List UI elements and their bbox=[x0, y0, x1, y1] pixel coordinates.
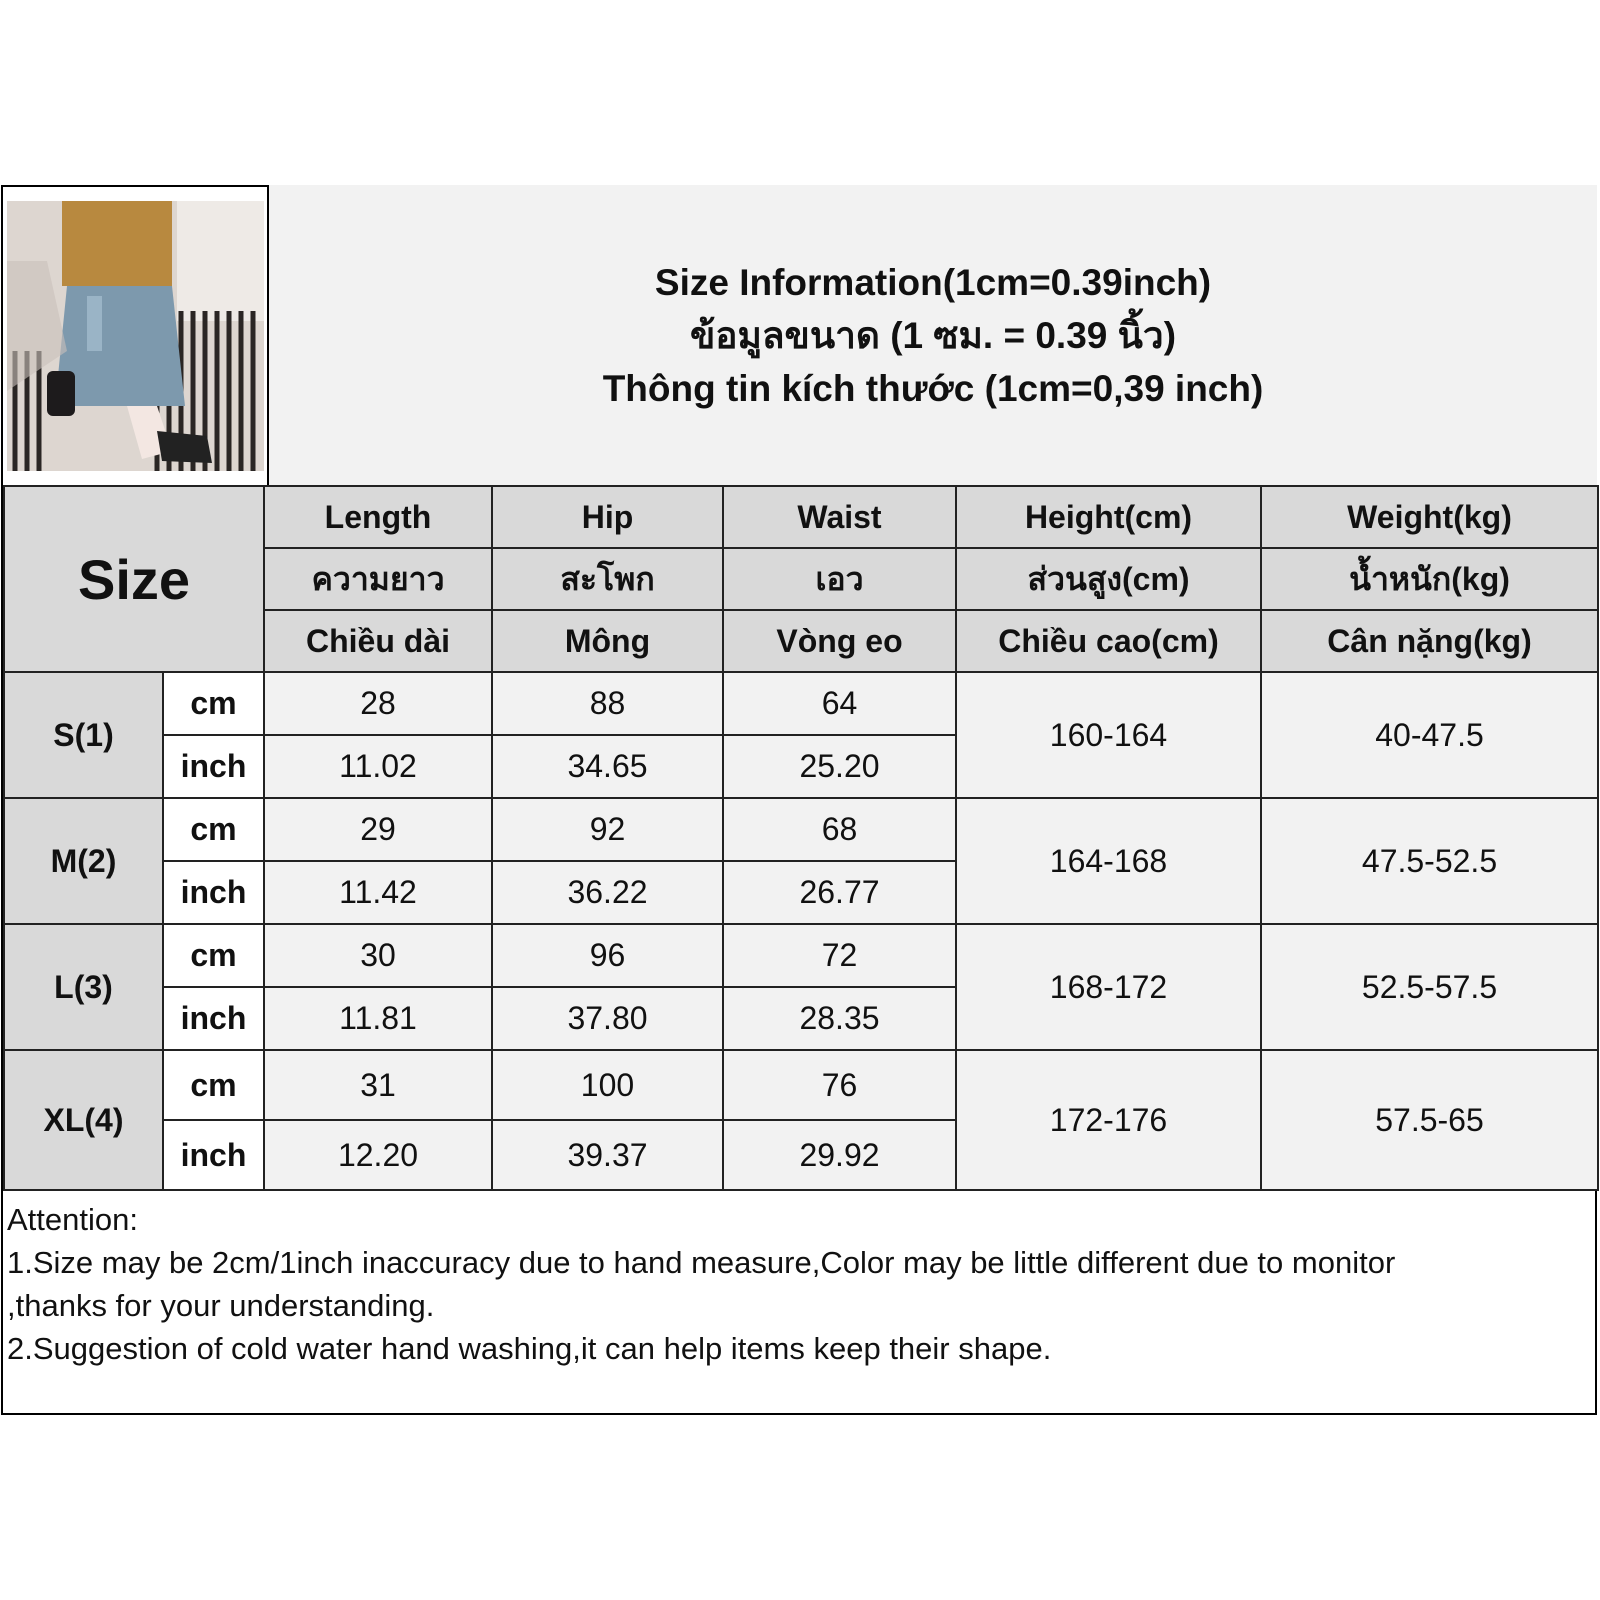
table-row bbox=[4, 924, 1598, 987]
weight-range: 47.5-52.5 bbox=[1261, 798, 1598, 924]
attention-notes bbox=[7, 1198, 1587, 1370]
hip-inch: 34.65 bbox=[492, 735, 723, 798]
waist-cm: 68 bbox=[723, 798, 956, 861]
length-inch: 11.02 bbox=[264, 735, 492, 798]
header-weight-en: Weight(kg) bbox=[1261, 486, 1598, 548]
unit-label: cm bbox=[163, 672, 264, 735]
height-range: 160-164 bbox=[956, 672, 1261, 798]
header-row-english bbox=[4, 486, 1598, 548]
product-photo bbox=[7, 201, 264, 471]
header-length-en: Length bbox=[264, 486, 492, 548]
waist-inch: 26.77 bbox=[723, 861, 956, 924]
size-label: XL(4) bbox=[4, 1050, 163, 1190]
length-inch: 11.81 bbox=[264, 987, 492, 1050]
size-table bbox=[3, 485, 1599, 1191]
attention-note-1-cont: ,thanks for your understanding. bbox=[7, 1288, 435, 1323]
waist-cm: 76 bbox=[723, 1050, 956, 1120]
height-range: 172-176 bbox=[956, 1050, 1261, 1190]
length-cm: 29 bbox=[264, 798, 492, 861]
hip-cm: 92 bbox=[492, 798, 723, 861]
attention-note-1: 1.Size may be 2cm/1inch inaccuracy due to hand measure,Color may be little different due to monitor bbox=[7, 1245, 1396, 1280]
waist-inch: 29.92 bbox=[723, 1120, 956, 1190]
waist-inch: 25.20 bbox=[723, 735, 956, 798]
header-waist-vi: Vòng eo bbox=[723, 610, 956, 672]
header-weight-vi: Cân nặng(kg) bbox=[1261, 610, 1598, 672]
header-length-vi: Chiều dài bbox=[264, 610, 492, 672]
size-info-title bbox=[267, 185, 1597, 485]
length-inch: 12.20 bbox=[264, 1120, 492, 1190]
weight-range: 52.5-57.5 bbox=[1261, 924, 1598, 1050]
height-range: 168-172 bbox=[956, 924, 1261, 1050]
length-inch: 11.42 bbox=[264, 861, 492, 924]
hip-cm: 100 bbox=[492, 1050, 723, 1120]
table-row bbox=[4, 798, 1598, 861]
weight-range: 40-47.5 bbox=[1261, 672, 1598, 798]
hip-cm: 96 bbox=[492, 924, 723, 987]
unit-label: inch bbox=[163, 861, 264, 924]
header-height-vi: Chiều cao(cm) bbox=[956, 610, 1261, 672]
size-label: L(3) bbox=[4, 924, 163, 1050]
header-hip-th: สะโพก bbox=[492, 548, 723, 610]
hip-inch: 37.80 bbox=[492, 987, 723, 1050]
waist-inch: 28.35 bbox=[723, 987, 956, 1050]
unit-label: inch bbox=[163, 987, 264, 1050]
size-label: M(2) bbox=[4, 798, 163, 924]
length-cm: 28 bbox=[264, 672, 492, 735]
table-row bbox=[4, 672, 1598, 735]
header-waist-th: เอว bbox=[723, 548, 956, 610]
header-weight-th: น้ำหนัก(kg) bbox=[1261, 548, 1598, 610]
size-column-header: Size bbox=[4, 486, 264, 672]
header-height-en: Height(cm) bbox=[956, 486, 1261, 548]
attention-note-2: 2.Suggestion of cold water hand washing,it can help items keep their shape. bbox=[7, 1331, 1052, 1366]
length-cm: 31 bbox=[264, 1050, 492, 1120]
header-hip-en: Hip bbox=[492, 486, 723, 548]
header-length-th: ความยาว bbox=[264, 548, 492, 610]
height-range: 164-168 bbox=[956, 798, 1261, 924]
weight-range: 57.5-65 bbox=[1261, 1050, 1598, 1190]
header-height-th: ส่วนสูง(cm) bbox=[956, 548, 1261, 610]
attention-heading: Attention: bbox=[7, 1202, 138, 1237]
title-english: Size Information(1cm=0.39inch) bbox=[654, 261, 1212, 303]
title-vietnamese: Thông tin kích thước (1cm=0,39 inch) bbox=[602, 367, 1264, 409]
waist-cm: 64 bbox=[723, 672, 956, 735]
unit-label: inch bbox=[163, 735, 264, 798]
size-label: S(1) bbox=[4, 672, 163, 798]
unit-label: cm bbox=[163, 1050, 264, 1120]
waist-cm: 72 bbox=[723, 924, 956, 987]
title-thai: ข้อมูลขนาด (1 ซม. = 0.39 นิ้ว) bbox=[689, 314, 1177, 356]
unit-label: cm bbox=[163, 798, 264, 861]
length-cm: 30 bbox=[264, 924, 492, 987]
hip-inch: 36.22 bbox=[492, 861, 723, 924]
header-waist-en: Waist bbox=[723, 486, 956, 548]
unit-label: inch bbox=[163, 1120, 264, 1190]
hip-inch: 39.37 bbox=[492, 1120, 723, 1190]
table-row bbox=[4, 1050, 1598, 1120]
unit-label: cm bbox=[163, 924, 264, 987]
hip-cm: 88 bbox=[492, 672, 723, 735]
header-hip-vi: Mông bbox=[492, 610, 723, 672]
